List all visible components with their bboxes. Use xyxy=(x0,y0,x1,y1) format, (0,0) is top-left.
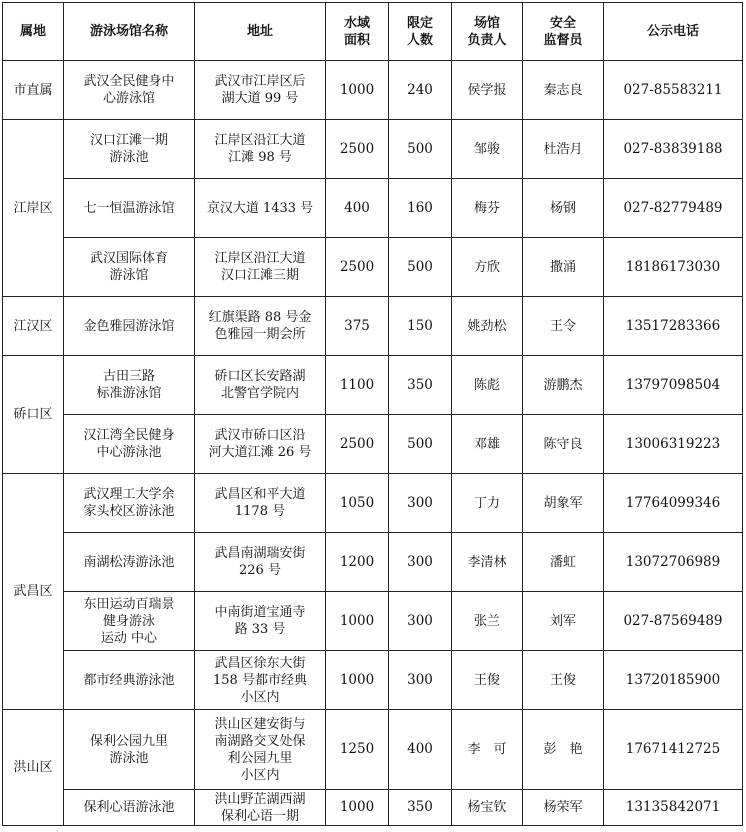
safety-supervisor-cell: 王令 xyxy=(523,297,604,356)
address-cell: 武汉市江岸区后 湖大道 99 号 xyxy=(195,61,326,120)
venue-name-cell: 武汉国际体育 游泳馆 xyxy=(64,238,195,297)
address-cell: 洪山野芷湖西湖 保利心语一期 xyxy=(195,790,326,826)
venue-manager-cell: 梅芬 xyxy=(452,179,523,238)
safety-supervisor-cell: 胡象军 xyxy=(523,474,604,533)
water-area-cell: 1000 xyxy=(326,790,389,826)
table-row xyxy=(3,533,743,592)
venue-manager-cell: 丁力 xyxy=(452,474,523,533)
address-cell: 洪山区建安街与 南湖路交叉处保 利公园九里 小区内 xyxy=(195,710,326,790)
water-area-cell: 1050 xyxy=(326,474,389,533)
capacity-cell: 150 xyxy=(389,297,452,356)
venue-name-cell: 都市经典游泳池 xyxy=(64,651,195,710)
safety-supervisor-cell: 杜浩月 xyxy=(523,120,604,179)
table-row xyxy=(3,474,743,533)
public-phone-cell: 13720185900 xyxy=(604,651,743,710)
safety-supervisor-cell: 撒涌 xyxy=(523,238,604,297)
public-phone-cell: 17671412725 xyxy=(604,710,743,790)
table-row xyxy=(3,120,743,179)
capacity-cell: 500 xyxy=(389,238,452,297)
district-cell: 江汉区 xyxy=(3,297,64,356)
venue-manager-cell: 陈彪 xyxy=(452,356,523,415)
header-safety-supervisor: 安全 监督员 xyxy=(523,3,604,61)
venue-name-cell: 保利公园九里 游泳池 xyxy=(64,710,195,790)
public-phone-cell: 027-83839188 xyxy=(604,120,743,179)
capacity-cell: 300 xyxy=(389,651,452,710)
safety-supervisor-cell: 彭 艳 xyxy=(523,710,604,790)
district-cell: 江岸区 xyxy=(3,120,64,297)
header-district: 属地 xyxy=(3,3,64,61)
swimming-venue-table xyxy=(2,2,743,826)
address-cell: 江岸区沿江大道 江滩 98 号 xyxy=(195,120,326,179)
address-cell: 中南街道宝通寺 路 33 号 xyxy=(195,592,326,651)
venue-manager-cell: 邓雄 xyxy=(452,415,523,474)
venue-name-cell: 东田运动百瑞景 健身游泳 运动 中心 xyxy=(64,592,195,651)
district-cell: 市直属 xyxy=(3,61,64,120)
table-row xyxy=(3,790,743,826)
public-phone-cell: 13797098504 xyxy=(604,356,743,415)
capacity-cell: 500 xyxy=(389,120,452,179)
safety-supervisor-cell: 王俊 xyxy=(523,651,604,710)
capacity-cell: 300 xyxy=(389,533,452,592)
venue-manager-cell: 杨宝钦 xyxy=(452,790,523,826)
header-water-area: 水域 面积 xyxy=(326,3,389,61)
venue-manager-cell: 侯学报 xyxy=(452,61,523,120)
safety-supervisor-cell: 游鹏杰 xyxy=(523,356,604,415)
table-row xyxy=(3,710,743,790)
water-area-cell: 2500 xyxy=(326,120,389,179)
table-row xyxy=(3,297,743,356)
water-area-cell: 2500 xyxy=(326,238,389,297)
safety-supervisor-cell: 陈守良 xyxy=(523,415,604,474)
header-public-phone: 公示电话 xyxy=(604,3,743,61)
public-phone-cell: 18186173030 xyxy=(604,238,743,297)
water-area-cell: 1000 xyxy=(326,61,389,120)
venue-manager-cell: 姚劲松 xyxy=(452,297,523,356)
capacity-cell: 300 xyxy=(389,592,452,651)
venue-manager-cell: 邹骏 xyxy=(452,120,523,179)
address-cell: 红旗渠路 88 号金 色雅园一期会所 xyxy=(195,297,326,356)
water-area-cell: 2500 xyxy=(326,415,389,474)
header-row xyxy=(3,3,743,61)
venue-name-cell: 汉口江滩一期 游泳池 xyxy=(64,120,195,179)
water-area-cell: 1250 xyxy=(326,710,389,790)
table-row xyxy=(3,61,743,120)
address-cell: 武昌南湖瑞安街 226 号 xyxy=(195,533,326,592)
public-phone-cell: 13517283366 xyxy=(604,297,743,356)
address-cell: 武昌区徐东大街 158 号都市经典 小区内 xyxy=(195,651,326,710)
venue-manager-cell: 王俊 xyxy=(452,651,523,710)
safety-supervisor-cell: 潘虹 xyxy=(523,533,604,592)
table-row xyxy=(3,415,743,474)
header-capacity: 限定 人数 xyxy=(389,3,452,61)
address-cell: 硚口区长安路湖 北警官学院内 xyxy=(195,356,326,415)
public-phone-cell: 13006319223 xyxy=(604,415,743,474)
capacity-cell: 160 xyxy=(389,179,452,238)
venue-name-cell: 武汉全民健身中 心游泳馆 xyxy=(64,61,195,120)
public-phone-cell: 13072706989 xyxy=(604,533,743,592)
water-area-cell: 1000 xyxy=(326,651,389,710)
water-area-cell: 1200 xyxy=(326,533,389,592)
venue-manager-cell: 张兰 xyxy=(452,592,523,651)
district-cell: 洪山区 xyxy=(3,710,64,826)
venue-manager-cell: 李清林 xyxy=(452,533,523,592)
water-area-cell: 1000 xyxy=(326,592,389,651)
water-area-cell: 375 xyxy=(326,297,389,356)
safety-supervisor-cell: 刘军 xyxy=(523,592,604,651)
capacity-cell: 350 xyxy=(389,356,452,415)
venue-name-cell: 保利心语游泳池 xyxy=(64,790,195,826)
header-venue-manager: 场馆 负责人 xyxy=(452,3,523,61)
capacity-cell: 500 xyxy=(389,415,452,474)
header-venue-name: 游泳场馆名称 xyxy=(64,3,195,61)
table-row xyxy=(3,651,743,710)
venue-manager-cell: 李 可 xyxy=(452,710,523,790)
district-cell: 武昌区 xyxy=(3,474,64,710)
safety-supervisor-cell: 杨荣军 xyxy=(523,790,604,826)
water-area-cell: 1100 xyxy=(326,356,389,415)
address-cell: 武昌区和平大道 1178 号 xyxy=(195,474,326,533)
table-row xyxy=(3,238,743,297)
venue-name-cell: 南湖松涛游泳池 xyxy=(64,533,195,592)
table-row xyxy=(3,592,743,651)
public-phone-cell: 13135842071 xyxy=(604,790,743,826)
venue-name-cell: 武汉理工大学余 家头校区游泳池 xyxy=(64,474,195,533)
safety-supervisor-cell: 杨钢 xyxy=(523,179,604,238)
venue-name-cell: 金色雅园游泳馆 xyxy=(64,297,195,356)
venue-name-cell: 七一恒温游泳馆 xyxy=(64,179,195,238)
address-cell: 京汉大道 1433 号 xyxy=(195,179,326,238)
capacity-cell: 240 xyxy=(389,61,452,120)
address-cell: 江岸区沿江大道 汉口江滩三期 xyxy=(195,238,326,297)
public-phone-cell: 027-85583211 xyxy=(604,61,743,120)
table-row xyxy=(3,179,743,238)
table-header xyxy=(3,3,743,61)
district-cell: 硚口区 xyxy=(3,356,64,474)
table-body xyxy=(3,61,743,826)
public-phone-cell: 17764099346 xyxy=(604,474,743,533)
venue-manager-cell: 方欣 xyxy=(452,238,523,297)
capacity-cell: 300 xyxy=(389,474,452,533)
water-area-cell: 400 xyxy=(326,179,389,238)
safety-supervisor-cell: 秦志良 xyxy=(523,61,604,120)
capacity-cell: 400 xyxy=(389,710,452,790)
address-cell: 武汉市硚口区沿 河大道江滩 26 号 xyxy=(195,415,326,474)
table-row xyxy=(3,356,743,415)
venue-name-cell: 汉江湾全民健身 中心游泳池 xyxy=(64,415,195,474)
public-phone-cell: 027-87569489 xyxy=(604,592,743,651)
public-phone-cell: 027-82779489 xyxy=(604,179,743,238)
header-address: 地址 xyxy=(195,3,326,61)
capacity-cell: 350 xyxy=(389,790,452,826)
venue-name-cell: 古田三路 标准游泳馆 xyxy=(64,356,195,415)
